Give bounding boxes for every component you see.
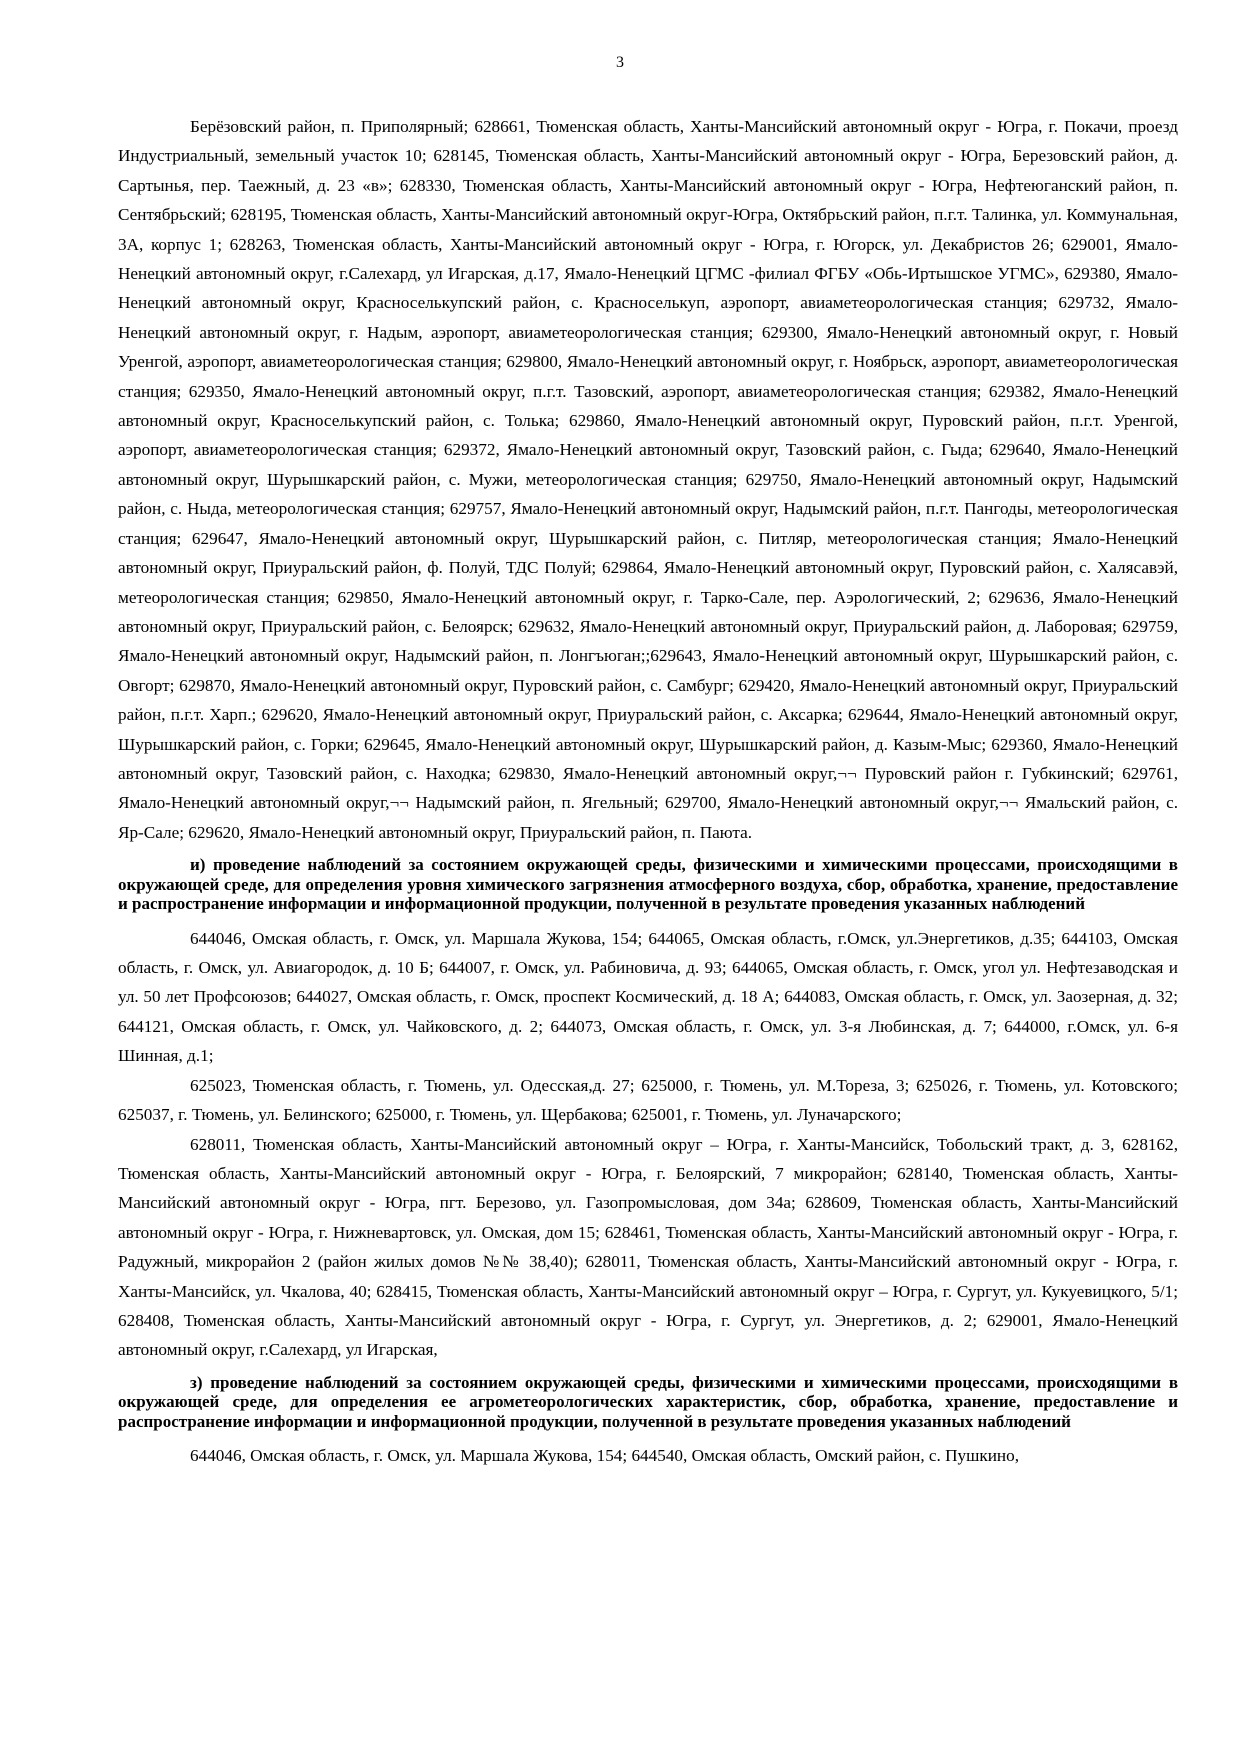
address-list-paragraph: Берёзовский район, п. Приполярный; 628661, Тюменская область, Ханты-Мансийский автономный округ - Югра, г. Покачи, проезд Индустриальный, земельный участок 10; 628145, Тюменская область, Ханты-Мансийский автономный округ - Югра, Березовский район, д. Сартынья, пер. Таежный, д. 23 «в»; 628330, Тюменская область, Ханты-Мансийский автономный округ - Югра, Нефтеюганский район, п. Сентябрьский; 628195, Тюменская область, Ханты-Мансийский автономный округ-Югра, Октябрьский район, п.г.т. Талинка, ул. Коммунальная, 3А, корпус 1; 628263, Тюменская область, Ханты-Мансийский автономный округ - Югра, г. Югорск, ул. Декабристов 26; 629001, Ямало-Ненецкий автономный округ, г.Салехард, ул Игарская, д.17, Ямало-Ненецкий ЦГМС -филиал ФГБУ «Обь-Иртышское УГМС», 629380, Ямало-Ненецкий автономный округ, Красноселькупский район, с. Красноселькуп, аэропорт, авиаметеорологическая станция; 629732, Ямало-Ненецкий автономный округ, г. Надым, аэропорт, авиаметеорологическая станция; 629300, Ямало-Ненецкий автономный округ, г. Новый Уренгой, аэропорт, авиаметеорологическая станция; 629800, Ямало-Ненецкий автономный округ, г. Ноябрьск, аэропорт, авиаметеорологическая станция; 629350, Ямало-Ненецкий автономный округ, п.г.т. Тазовский, аэропорт, авиаметеорологическая станция; 629382, Ямало-Ненецкий автономный округ, Красноселькупский район, с. Толька; 629860, Ямало-Ненецкий автономный округ, Пуровский район, п.г.т. Уренгой, аэропорт, авиаметеорологическая станция; 629372, Ямало-Ненецкий автономный округ, Тазовский район, с. Гыда; 629640, Ямало-Ненецкий автономный округ, Шурышкарский район, с. Мужи, метеорологическая станция; 629750, Ямало-Ненецкий автономный округ, Надымский район, с. Ныда, метеорологическая станция; 629757, Ямало-Ненецкий автономный округ, Надымский район, п.г.т. Пангоды, метеорологическая станция; 629647, Ямало-Ненецкий автономный округ, Шурышкарский район, с. Питляр, метеорологическая станция; Ямало-Ненецкий автономный округ, Приуральский район, ф. Полуй, ТДС Полуй; 629864, Ямало-Ненецкий автономный округ, Пуровский район, с. Халясавэй, метеорологическая станция; 629850, Ямало-Ненецкий автономный округ, г. Тарко-Сале, пер. Аэрологический, 2; 629636, Ямало-Ненецкий автономный округ, Приуральский район, с. Белоярск; 629632, Ямало-Ненецкий автономный округ, Приуральский район, д. Лаборовая; 629759, Ямало-Ненецкий автономный округ, Надымский район, п. Лонгъюган;;629643, Ямало-Ненецкий автономный округ, Шурышкарский район, с. Овгорт; 629870, Ямало-Ненецкий автономный округ, Пуровский район, с. Самбург; 629420, Ямало-Ненецкий автономный округ, Приуральский район, п.г.т. Харп.; 629620, Ямало-Ненецкий автономный округ, Приуральский район, с. Аксарка; 629644, Ямало-Ненецкий автономный округ, Шурышкарский район, с. Горки; 629645, Ямало-Ненецкий автономный округ, Шурышкарский район, д. Казым-Мыс; 629360, Ямало-Ненецкий автономный округ, Тазовский район, с. Находка; 629830, Ямало-Ненецкий автономный округ,¬¬ Пуровский район г. Губкинский; 629761, Ямало-Ненецкий автономный округ,¬¬ Надымский район, п. Ягельный; 629700, Ямало-Ненецкий автономный округ,¬¬ Ямальский район, с. Яр-Сале; 629620, Ямало-Ненецкий автономный округ, Приуральский район, п. Паюта.: [118, 117, 1178, 842]
tyumen-addresses-paragraph: 625023, Тюменская область, г. Тюмень, ул. Одесская,д. 27; 625000, г. Тюмень, ул. М.Тореза, 3; 625026, г. Тюмень, ул. Котовского; 625037, г. Тюмень, ул. Белинского; 625000, г. Тюмень, ул. Щербакова; 625001, г. Тюмень, ул. Луначарского;: [118, 1075, 1178, 1125]
page-number: 3: [616, 54, 624, 71]
document-body: [118, 112, 1178, 1471]
omsk-addresses-paragraph: 644046, Омская область, г. Омск, ул. Маршала Жукова, 154; 644065, Омская область, г.Омск, ул.Энергетиков, д.35; 644103, Омская область, г. Омск, ул. Авиагородок, д. 10 Б; 644007, г. Омск, ул. Рабиновича, д. 93; 644065, Омская область, г. Омск, угол ул. Нефтезаводская и ул. 50 лет Профсоюзов; 644027, Омская область, г. Омск, проспект Космический, д. 18 А; 644083, Омская область, г. Омск, ул. Заозерная, д. 32; 644121, Омская область, г. Омск, ул. Чайковского, д. 2; 644073, Омская область, г. Омск, ул. 3-я Любинская, д. 7; 644000, г.Омск, ул. 6-я Шинная, д.1;: [118, 928, 1178, 1066]
agromet-addresses-paragraph: 644046, Омская область, г. Омск, ул. Маршала Жукова, 154; 644540, Омская область, Омский район, с. Пушкино,: [190, 1446, 1020, 1466]
khmao-addresses-paragraph: 628011, Тюменская область, Ханты-Мансийский автономный округ – Югра, г. Ханты-Мансийск, Тобольский тракт, д. 3, 628162, Тюменская область, Ханты-Мансийский автономный округ - Югра, г. Белоярский, 7 микрорайон; 628140, Тюменская область, Ханты-Мансийский автономный округ - Югра, пгт. Березово, ул. Газопромысловая, дом 34а; 628609, Тюменская область, Ханты-Мансийский автономный округ - Югра, г. Нижневартовск, ул. Омская, дом 15; 628461, Тюменская область, Ханты-Мансийский автономный округ - Югра, г. Радужный, микрорайон 2 (район жилых домов №№ 38,40); 628011, Тюменская область, Ханты-Мансийский автономный округ - Югра, г. Ханты-Мансийск, ул. Чкалова, 40; 628415, Тюменская область, Ханты-Мансийский автономный округ – Югра, г. Сургут, ул. Кукуевицкого, 5/1; 628408, Тюменская область, Ханты-Мансийский автономный округ - Югра, г. Сургут, ул. Энергетиков, д. 2; 629001, Ямало-Ненецкий автономный округ, г.Салехард, ул Игарская,: [118, 1134, 1178, 1360]
section-heading-i: и) проведение наблюдений за состоянием окружающей среды, физическими и химическими процессами, происходящими в окружающей среде, для определения уровня химического загрязнения атмосферного воздуха, сбор, обработка, хранение, предоставление и распространение информации и информационной продукции, полученной в результате проведения указанных наблюдений: [118, 855, 1178, 914]
section-heading-z: з) проведение наблюдений за состоянием окружающей среды, физическими и химическими процессами, происходящими в окружающей среде, для определения ее агрометеорологических характеристик, сбор, обработка, хранение, предоставление и распространение информации и информационной продукции, полученной в результате проведения указанных наблюдений: [118, 1372, 1178, 1431]
